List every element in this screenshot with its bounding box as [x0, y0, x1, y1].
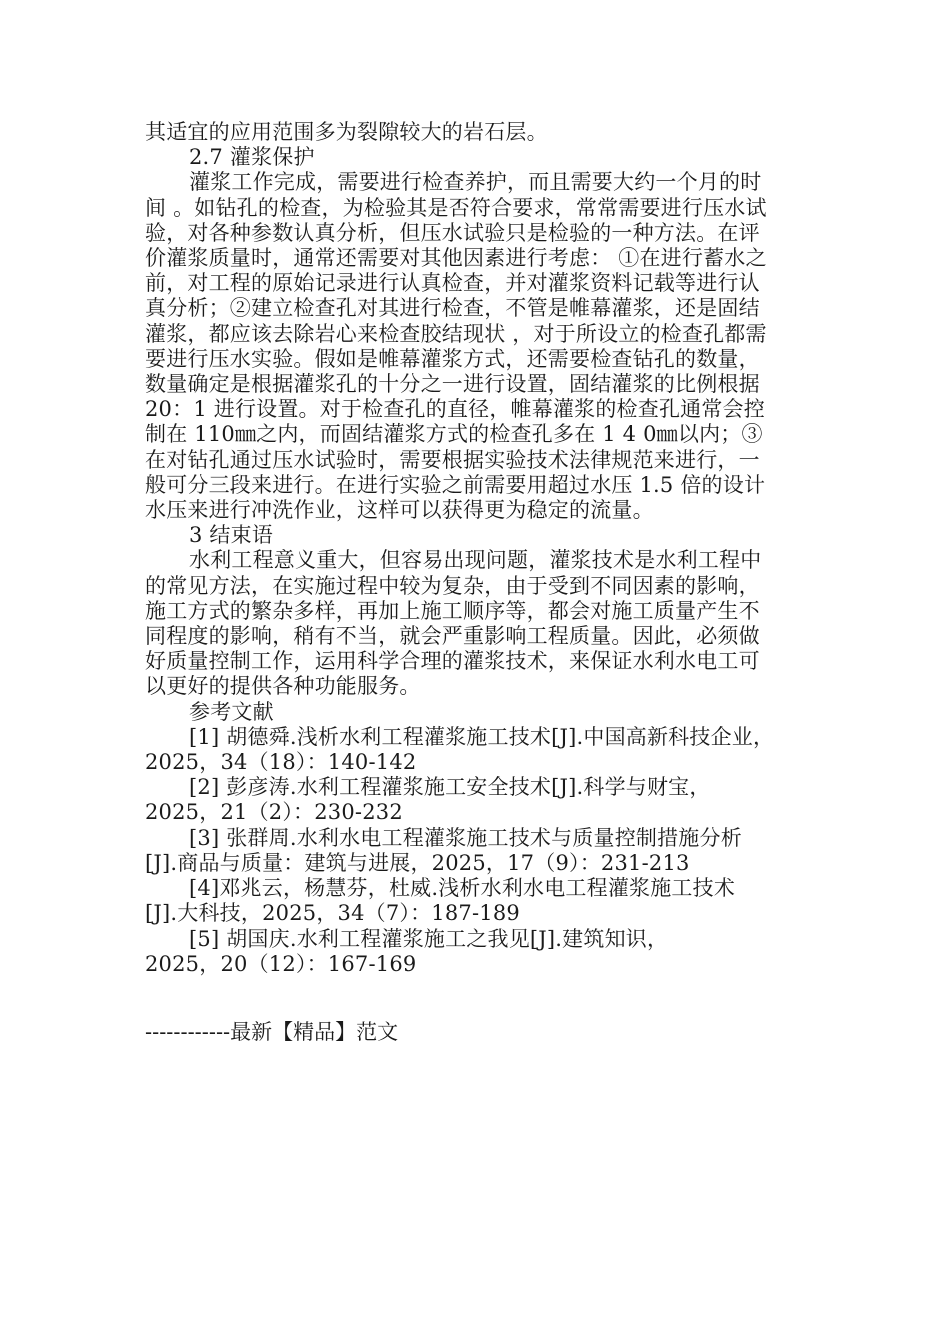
paragraph-line: 价灌浆质量时，通常还需要对其他因素进行考虑： ①在进行蓄水之 — [145, 246, 767, 271]
section-heading-3: 3 结束语 — [189, 523, 274, 548]
paragraph-line: 灌浆工作完成，需要进行检查养护，而且需要大约一个月的时 — [189, 170, 762, 195]
reference-line: 2025，34（18）：140-142 — [145, 750, 417, 775]
paragraph-line: 般可分三段来进行。在进行实验之前需要用超过水压 1.5 倍的设计 — [145, 472, 766, 497]
paragraph-line: 以更好的提供各种功能服务。 — [145, 674, 421, 699]
paragraph-continuation: 其适宜的应用范围多为裂隙较大的岩石层。 — [145, 120, 548, 144]
paragraph-line: 好质量控制工作，运用科学合理的灌浆技术，来保证水利水电工可 — [145, 649, 760, 674]
reference-item — [145, 927, 810, 977]
paragraph-line: 水利工程意义重大，但容易出现问题，灌浆技术是水利工程中 — [189, 548, 762, 573]
reference-line: [5] 胡国庆.水利工程灌浆施工之我见[J].建筑知识， — [189, 926, 669, 951]
paragraph-line: 制在 110㎜之内，而固结灌浆方式的检查孔多在 1 4 0㎜以内；③ — [145, 422, 763, 447]
footer-watermark-text: ------------最新【精品】范文 — [145, 1020, 399, 1044]
document-page — [145, 120, 810, 977]
reference-line: [J].大科技，2025，34（7）：187-189 — [145, 901, 520, 926]
section-heading-2-7: 2.7 灌浆保护 — [189, 145, 315, 170]
paragraph-line: 前，对工程的原始记录进行认真检查，并对灌浆资料记载等进行认 — [145, 271, 760, 296]
paragraph-conclusion — [145, 548, 810, 699]
reference-item — [145, 725, 810, 775]
reference-item — [145, 826, 810, 876]
paragraph-line: 验，对各种参数认真分析，但压水试验只是检验的一种方法。在评 — [145, 220, 760, 245]
reference-line: [4]邓兆云，杨慧芬，杜威.浅析水利水电工程灌浆施工技术 — [189, 876, 736, 901]
paragraph-line: 数量确定是根据灌浆孔的十分之一进行设置，固结灌浆的比例根据 — [145, 372, 760, 397]
references-list — [145, 725, 810, 977]
reference-item — [145, 876, 810, 926]
reference-line: [1] 胡德舜.浅析水利工程灌浆施工技术[J].中国高新科技企业， — [189, 724, 775, 749]
paragraph-line: 真分析；②建立检查孔对其进行检查，不管是帷幕灌浆，还是固结 — [145, 296, 760, 321]
paragraph-line: 的常见方法，在实施过程中较为复杂，由于受到不同因素的影响， — [145, 573, 760, 598]
paragraph-line: 在对钻孔通过压水试验时，需要根据实验技术法律规范来进行，一 — [145, 447, 760, 472]
paragraph-line: 同程度的影响，稍有不当，就会严重影响工程质量。因此，必须做 — [145, 624, 760, 649]
paragraph-grouting-protection — [145, 170, 810, 523]
paragraph-line: 施工方式的繁杂多样，再加上施工顺序等，都会对施工质量产生不 — [145, 598, 760, 623]
reference-line: 2025，20（12）：167-169 — [145, 951, 417, 976]
paragraph-line: 间 。如钻孔的检查，为检验其是否符合要求，常常需要进行压水试 — [145, 195, 767, 220]
paragraph-line: 水压来进行冲洗作业，这样可以获得更为稳定的流量。 — [145, 498, 654, 523]
reference-line: [J].商品与质量：建筑与进展，2025，17（9）：231-213 — [145, 850, 690, 875]
reference-line: [2] 彭彦涛.水利工程灌浆施工安全技术[J].科学与财宝， — [189, 775, 711, 800]
reference-item — [145, 775, 810, 825]
reference-line: [3] 张群周.水利水电工程灌浆施工技术与质量控制措施分析 — [189, 825, 742, 850]
paragraph-line: 灌浆，都应该去除岩心来检查胶结现状 ，对于所设立的检查孔都需 — [145, 321, 767, 346]
reference-line: 2025，21（2）：230-232 — [145, 800, 403, 825]
references-heading: 参考文献 — [189, 699, 274, 724]
paragraph-line: 20：1 进行设置。对于检查孔的直径，帷幕灌浆的检查孔通常会控 — [145, 397, 765, 422]
paragraph-line: 要进行压水实验。假如是帷幕灌浆方式，还需要检查钻孔的数量， — [145, 346, 760, 371]
